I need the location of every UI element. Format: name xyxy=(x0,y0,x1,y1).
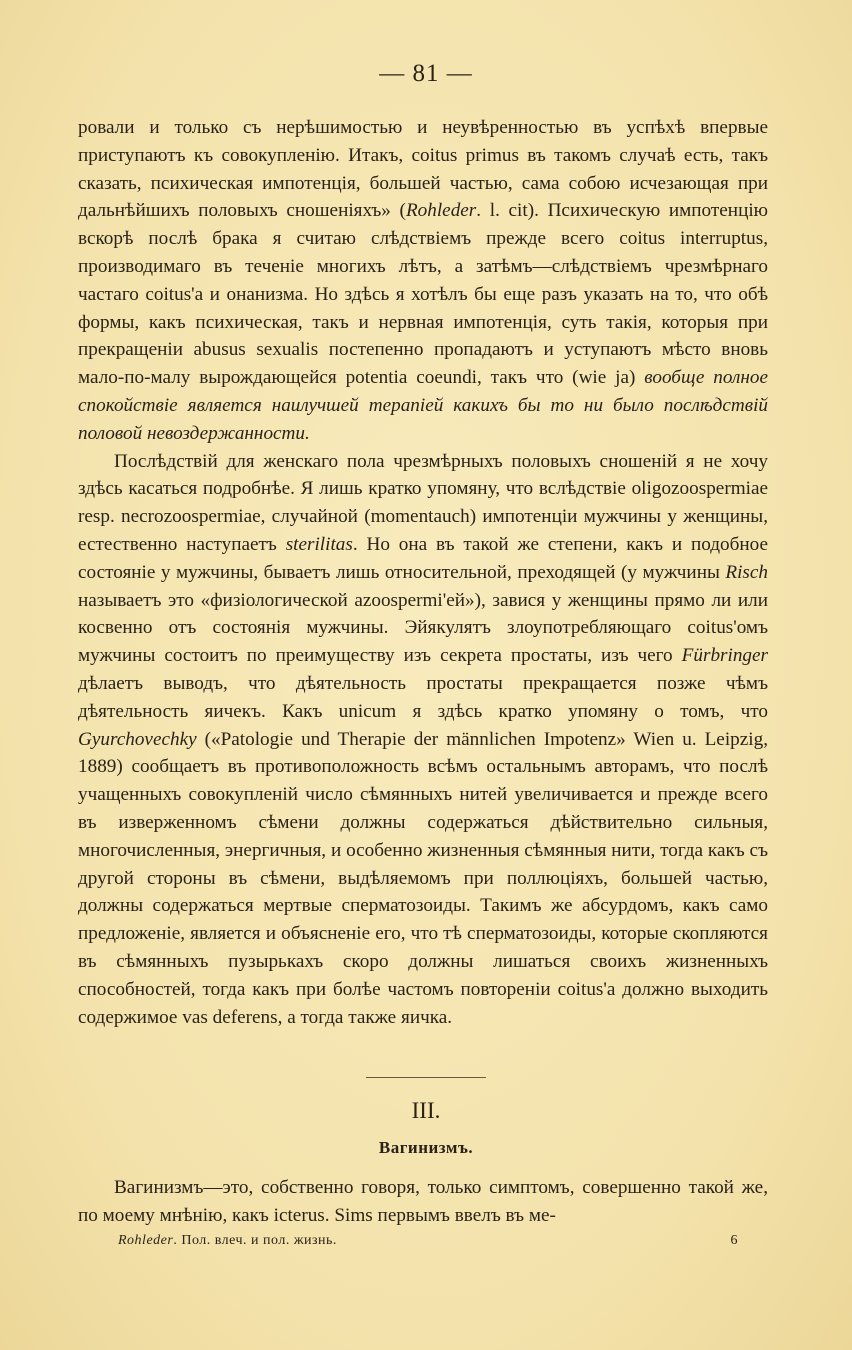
page-footer xyxy=(118,1233,738,1249)
signature-mark: 6 xyxy=(730,1233,738,1248)
section-divider xyxy=(366,1077,486,1078)
paragraph-1-italic-conclusion: вообще полное спокойствіе является наилучшей терапіей какихъ бы то ни было послѣдствій половой невоздержанности. xyxy=(78,367,769,444)
paragraph-2-text-a: Послѣдствій для женскаго пола чрезмѣрныхъ половыхъ сношеній я не хочу здѣсь касаться подробнѣе. Я лишь кратко упомяну, что вслѣдствіе oligozoospermiae resp. necrozoospermiae, случайной (momentauch) импотенціи мужчины у женщины, естественно наступаетъ xyxy=(78,450,768,555)
author-gyurchovechky: Gyurchovechky xyxy=(78,728,197,750)
footer-book-title: . Пол. влеч. и пол. жизнь. xyxy=(173,1233,337,1248)
paragraph-1-text-a: ровали и только съ нерѣшимостью и неувѣренностью въ успѣхѣ впервые приступаютъ къ совокупленію. Итакъ, coitus primus въ такомъ случаѣ есть, такъ сказать, психическая импотенція, большей частью, сама собою исчезающая при дальнѣйшихъ половыхъ сношеніяхъ» ( xyxy=(78,117,768,222)
section-text xyxy=(78,1174,768,1230)
citation-author: Rohleder xyxy=(405,200,477,222)
page-number: — 81 — xyxy=(379,60,473,87)
paragraph-2-text-d: дѣлаетъ выводъ, что дѣятельность простаты прекращается позже чѣмъ дѣятельность яичекъ. Какъ unicum я здѣсь кратко упомяну о томъ, что xyxy=(78,672,768,722)
section-number: III. xyxy=(411,1098,441,1123)
paragraph-2 xyxy=(78,448,768,1032)
main-text xyxy=(78,114,768,1031)
paragraph-2-text-c: называетъ это «физіологической azoospermi'ей»), завися у женщины прямо ли или косвенно отъ состоянія мужчины. Эйякулятъ злоупотребляющаго coitus'омъ мужчины состоитъ по преимуществу изъ секрета простаты, изъ чего xyxy=(78,589,768,667)
section-title: Вагинизмъ. xyxy=(378,1138,474,1157)
paragraph-1-text-b: . l. cit). Психическую импотенцію вскорѣ послѣ брака я считаю слѣдствіемъ прежде всего coitus interruptus, производимаго въ теченіе многихъ лѣтъ, а затѣмъ—слѣдствіемъ чрезмѣрнаго частаго coitus'а и онанизма. Но здѣсь я хотѣлъ бы еще разъ указать на то, что обѣ формы, какъ психическая, такъ и нервная импотенція, суть такія, которыя при прекращеніи abusus sexualis постепенно пропадаютъ и уступаютъ мѣсто вновь мало-по-малу вырождающейся potentia coeundi, такъ что (wie ja) xyxy=(78,200,768,389)
paragraph-2-text-e: («Patologie und Therapie der männlichen Impotenz» Wien u. Leipzig, 1889) сообщаетъ въ противоположность всѣмъ остальнымъ авторамъ, что послѣ учащенныхъ совокупленій число сѣмянныхъ нитей увеличивается и прежде всего въ изверженномъ сѣмени должны содержаться дѣйствительно сильныя, многочисленныя, энергичныя, и особенно жизненныя сѣмянныя нити, тогда какъ съ другой стороны въ сѣмени, выдѣляемомъ при поллюціяхъ, большей частью, должны содержаться мертвые сперматозоиды. Такимъ же абсурдомъ, какъ само предложеніе, является и объясненіе его, что тѣ сперматозоиды, которые скопляются въ сѣмянныхъ пузырькахъ скоро должны лишаться своихъ жизненныхъ способностей, тогда какъ при болѣе частомъ повтореніи coitus'а должно выходить содержимое vas deferens, а тогда также яичка. xyxy=(78,728,768,1028)
footer-author: Rohleder xyxy=(118,1233,174,1248)
paragraph-2-text-b: . Но она въ такой же степени, какъ и подобное состояніе у мужчины, бываетъ лишь относительной, преходящей (у мужчины xyxy=(78,533,768,583)
author-risch: Risch xyxy=(725,561,768,583)
author-furbringer: Fürbringer xyxy=(681,645,768,667)
term-sterilitas: sterilitas xyxy=(285,533,353,555)
section-paragraph: Вагинизмъ—это, собственно говоря, только симптомъ, совершенно такой же, по моему мнѣнію, какъ icterus. Sims первымъ ввелъ въ ме- xyxy=(78,1177,768,1226)
paragraph-1 xyxy=(78,114,768,448)
